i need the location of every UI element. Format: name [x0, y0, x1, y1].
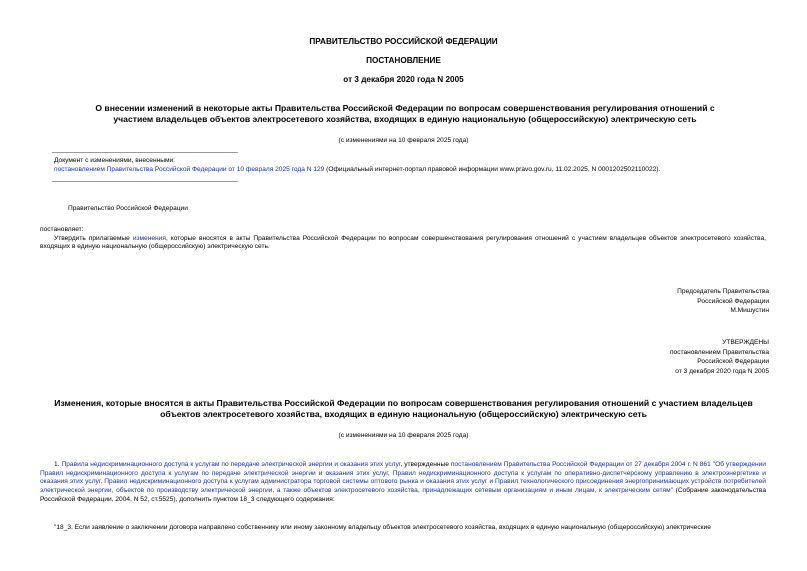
paragraph-end: , которые вносятся в акты Правительства Российской Федерации по вопросам совершенствования регулирования отношений с участием владельцев объектов электросетевого хозяйства, входящих в единую национальную (общероссийскую) электрическую сеть.	[40, 235, 766, 251]
changes-link[interactable]: изменения	[132, 235, 166, 242]
approval-block	[519, 339, 769, 376]
resolution-paragraph	[40, 235, 766, 251]
change-item-18-3: "18_3. Если заявление о заключении договора направлено собственнику или иному законному владельцу объектов электросетевого хозяйства, входящих в единую национальную (общероссийскую) электрические	[54, 524, 711, 531]
amendments-box	[54, 157, 774, 174]
document-type-heading: ПОСТАНОВЛЕНИЕ	[366, 56, 441, 65]
amending-resolution-link[interactable]: постановлением Правительства Российской Федерации от 10 февраля 2025 года N 129	[54, 166, 325, 174]
amendments-source-line	[54, 166, 774, 174]
amended-note: (с изменениями на 10 февраля 2025 года)	[338, 137, 469, 144]
signature-position: Председатель Правительства	[677, 288, 769, 295]
item-1-mid: , утвержденные	[400, 461, 451, 468]
approval-line-2: постановлением Правительства	[669, 348, 769, 356]
changes-title: Изменения, которые вносятся в акты Правительства Российской Федерации по вопросам совершенствования регулирования отношений с участием владельцев объектов электросетевого хозяйства, входящих в единую национальную (общероссийскую) электрическую сеть	[54, 398, 753, 420]
divider-bottom	[52, 181, 238, 182]
document-date-number: от 3 декабря 2020 года N 2005	[343, 75, 464, 84]
amendments-intro: Документ с изменениями, внесенными:	[54, 157, 176, 164]
signature-block	[519, 288, 769, 316]
document-title: О внесении изменений в некоторые акты Правительства Российской Федерации по вопросам совершенствования регулирования отношений с участием владельцев объектов электросетевого хозяйства, входящих в единую национальную (общероссийскую) электрическую сеть	[95, 103, 715, 125]
paragraph-start: Утвердить прилагаемые	[54, 235, 133, 242]
approval-line-4: от 3 декабря 2020 года N 2005	[675, 368, 769, 376]
divider-top	[52, 152, 238, 153]
rules-access-link[interactable]: Правила недискриминационного доступа к услугам по передаче электрической энергии и оказания этих услуг	[61, 461, 401, 468]
approval-line-3: Российской Федерации	[697, 358, 769, 366]
item-1-number: 1.	[54, 461, 62, 468]
resolves-text: постановляет:	[40, 226, 84, 233]
issuer-text: Правительство Российской Федерации	[68, 205, 188, 212]
approval-heading: УТВЕРЖДЕНЫ	[722, 339, 769, 346]
change-item-1	[40, 461, 766, 505]
changes-amended-note: (с изменениями на 10 февраля 2025 года)	[338, 432, 469, 439]
government-heading: ПРАВИТЕЛЬСТВО РОССИЙСКОЙ ФЕДЕРАЦИИ	[309, 37, 498, 46]
signature-name: М.Мишустин	[730, 307, 769, 315]
item-1-end: (Собрание законодательства Российской Федерации, 2004, N 52, ст.5525), дополнить пунктом 18_3 следующего содержания:	[40, 487, 766, 503]
resolution-861-link[interactable]: постановлением Правительства Российской Федерации от 27 декабря 2004 г. N 861 "Об утверждении Правил недискриминационного доступа к услугам по передаче электрической энергии и оказания этих услуг, Правил недискриминационного доступа к услугам по оперативно-диспетчерскому управлению в электроэнергетике и оказания этих услуг, Правил недискриминационного доступа к услугам администратора торговой системы оптового рынка и оказания этих услуг и Правил технологического присоединения энергопринимающих устройств потребителей электрической энергии, объектов по производству электрической энергии, а также объектов электросетевого хозяйства, принадлежащих сетевым организациям и иным лицам, к электрическим сетям"	[40, 461, 766, 495]
amendments-source-text: (Официальный интернет-портал правовой информации www.pravo.gov.ru, 11.02.2025, N 0001202502110022).	[324, 166, 661, 174]
signature-country: Российской Федерации	[697, 297, 769, 305]
